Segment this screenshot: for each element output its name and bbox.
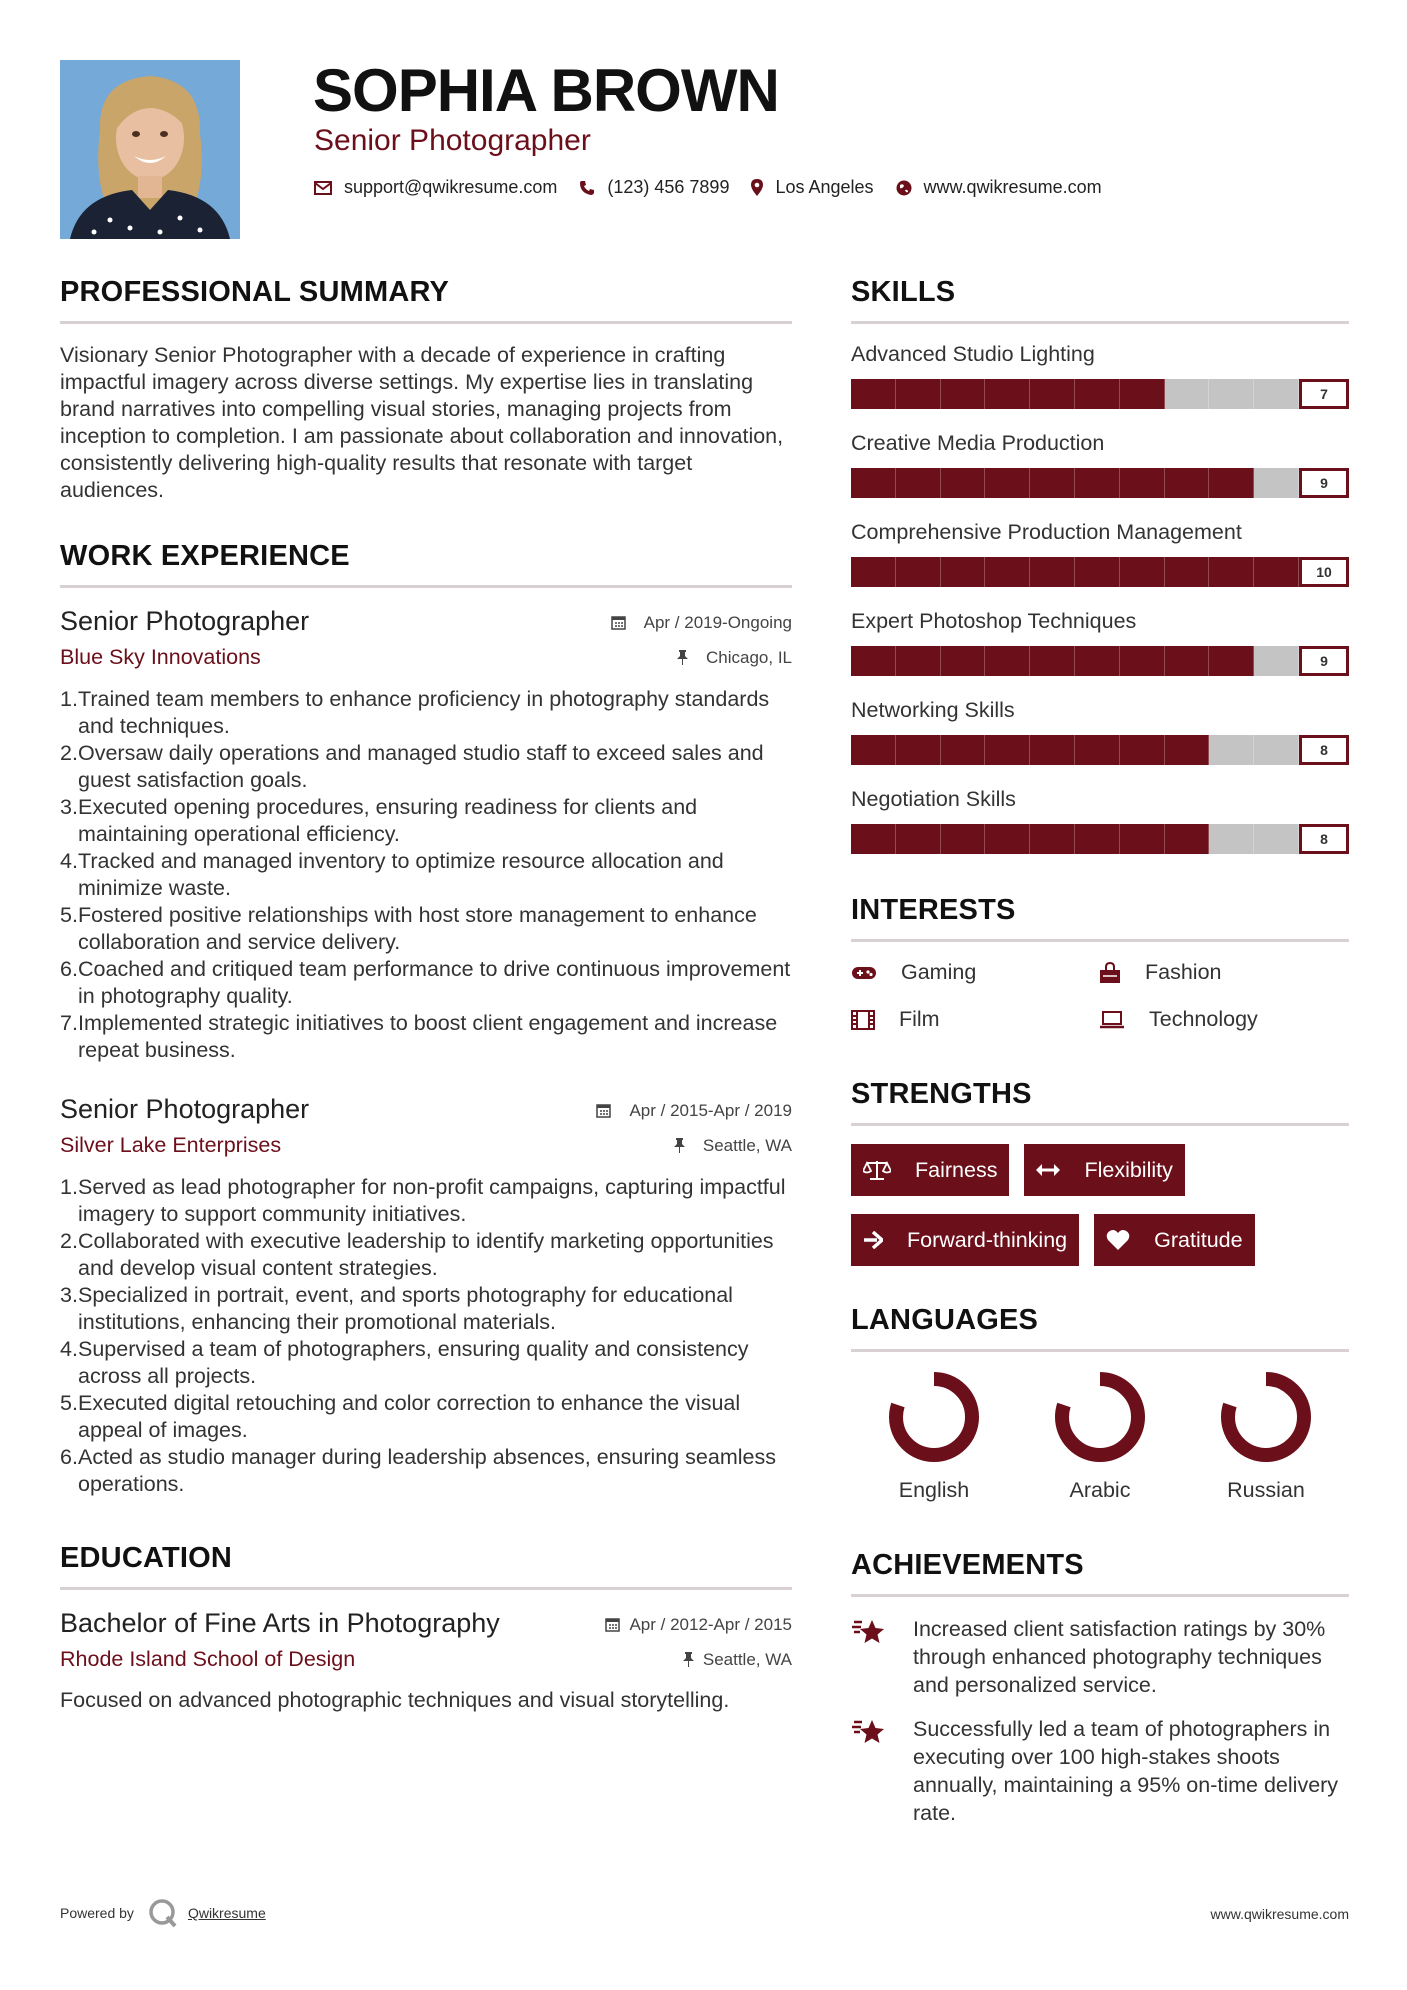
job-location bbox=[674, 1136, 792, 1156]
pin-icon bbox=[677, 650, 697, 665]
skill-bar bbox=[851, 557, 1349, 587]
skill-segment bbox=[941, 379, 986, 409]
skill-segment bbox=[896, 557, 941, 587]
skill-segment bbox=[941, 646, 986, 676]
job-date-text: Apr / 2019-Ongoing bbox=[643, 612, 792, 632]
skill-segment bbox=[941, 468, 986, 498]
footer-powered-by bbox=[60, 1898, 266, 1928]
language-item bbox=[1017, 1370, 1183, 1503]
achievement-item bbox=[851, 1615, 1349, 1699]
skill-segment bbox=[1030, 824, 1075, 854]
skill-score: 10 bbox=[1299, 557, 1349, 587]
skill-segment bbox=[1120, 557, 1165, 587]
strengths-heading: STRENGTHS bbox=[851, 1078, 1349, 1126]
interest-item bbox=[1099, 960, 1349, 985]
experience-heading: WORK EXPERIENCE bbox=[60, 540, 792, 588]
calendar-icon bbox=[596, 1103, 620, 1118]
skill-segment bbox=[851, 735, 896, 765]
skill-item bbox=[851, 609, 1349, 676]
envelope-icon bbox=[314, 181, 332, 195]
skill-name: Creative Media Production bbox=[851, 431, 1105, 455]
achievement-text: Increased client satisfaction ratings by 30% through enhanced photography techniques and personalized service. bbox=[913, 1617, 1326, 1697]
candidate-title: Senior Photographer bbox=[314, 124, 591, 157]
skill-score: 8 bbox=[1299, 735, 1349, 765]
laptop-icon bbox=[1099, 1011, 1137, 1029]
skill-segment bbox=[985, 646, 1030, 676]
bullet-text: Trained team members to enhance proficiency in photography standards and techniques. bbox=[78, 687, 770, 738]
skill-track bbox=[851, 557, 1299, 587]
skill-segment bbox=[1165, 557, 1210, 587]
skill-segment bbox=[1120, 646, 1165, 676]
skill-segment bbox=[1209, 557, 1254, 587]
skill-segment bbox=[896, 379, 941, 409]
strength-label: Fairness bbox=[915, 1157, 998, 1182]
job-bullet bbox=[60, 1010, 792, 1064]
skill-segment bbox=[1030, 557, 1075, 587]
skill-segment bbox=[1075, 379, 1120, 409]
skill-score: 7 bbox=[1299, 379, 1349, 409]
interest-label: Fashion bbox=[1145, 960, 1222, 984]
bullet-text: Executed digital retouching and color correction to enhance the visual appeal of images. bbox=[78, 1391, 741, 1442]
job-bullet bbox=[60, 1282, 792, 1336]
contact-bar bbox=[314, 177, 1124, 198]
skill-segment bbox=[851, 646, 896, 676]
skill-segment bbox=[985, 379, 1030, 409]
profile-photo bbox=[60, 60, 240, 239]
skill-segment bbox=[896, 824, 941, 854]
language-ring bbox=[1053, 1370, 1147, 1464]
skill-item bbox=[851, 431, 1349, 498]
language-list bbox=[851, 1370, 1349, 1503]
contact-website[interactable] bbox=[896, 177, 1102, 198]
bullet-text: Specialized in portrait, event, and sports photography for educational institutions, enhancing their promotional materials. bbox=[78, 1283, 733, 1334]
languages-heading: LANGUAGES bbox=[851, 1304, 1349, 1352]
strength-list bbox=[851, 1144, 1349, 1266]
bullet-number: 6. bbox=[60, 957, 78, 981]
skill-bar bbox=[851, 468, 1349, 498]
skill-segment bbox=[1120, 379, 1165, 409]
bullet-text: Oversaw daily operations and managed studio staff to exceed sales and guest satisfaction goals. bbox=[78, 741, 764, 792]
strength-badge bbox=[1024, 1144, 1184, 1196]
skill-segment bbox=[1030, 379, 1075, 409]
skill-segment bbox=[1075, 646, 1120, 676]
bullet-number: 3. bbox=[60, 1283, 78, 1307]
skill-segment bbox=[851, 379, 896, 409]
strength-label: Forward-thinking bbox=[907, 1227, 1068, 1252]
gamepad-icon bbox=[851, 965, 889, 981]
job-date-text: Apr / 2015-Apr / 2019 bbox=[629, 1100, 792, 1120]
skill-segment bbox=[1120, 824, 1165, 854]
skill-name: Negotiation Skills bbox=[851, 787, 1016, 811]
footer-website[interactable]: www.qwikresume.com bbox=[1210, 1906, 1349, 1922]
skill-segment bbox=[941, 735, 986, 765]
language-label: English bbox=[898, 1478, 970, 1502]
strength-label: Gratitude bbox=[1154, 1227, 1243, 1252]
job-location-text: Chicago, IL bbox=[706, 647, 792, 667]
job-title: Senior Photographer bbox=[60, 1094, 310, 1124]
skills-heading: SKILLS bbox=[851, 276, 1349, 324]
skill-segment bbox=[896, 646, 941, 676]
left-column bbox=[60, 276, 792, 1743]
globe-icon bbox=[896, 180, 912, 196]
heart-icon bbox=[1106, 1229, 1142, 1251]
skill-segment bbox=[851, 557, 896, 587]
calendar-icon bbox=[611, 615, 635, 630]
skill-bar bbox=[851, 379, 1349, 409]
education-description: Focused on advanced photographic techniques and visual storytelling. bbox=[60, 1688, 730, 1712]
skill-segment bbox=[896, 735, 941, 765]
job-title: Senior Photographer bbox=[60, 606, 310, 636]
skill-segment bbox=[941, 557, 986, 587]
skill-segment bbox=[1075, 735, 1120, 765]
language-label: Arabic bbox=[1069, 1478, 1131, 1502]
contact-location bbox=[751, 177, 873, 198]
summary-text: Visionary Senior Photographer with a decade of experience in crafting impactful imagery across diverse settings. My expertise lies in translating brand narratives into compelling visual stories, managing projects from inception to completion. I am passionate about collaboration and innovation, consistently delivering high-quality results that resonate with target audiences. bbox=[60, 343, 784, 502]
skill-score: 9 bbox=[1299, 468, 1349, 498]
interests-heading: INTERESTS bbox=[851, 894, 1349, 942]
bullet-text: Collaborated with executive leadership to identify marketing opportunities and develop visual content strategies. bbox=[78, 1229, 774, 1280]
bullet-number: 1. bbox=[60, 687, 78, 711]
skill-segment bbox=[1165, 468, 1210, 498]
bullet-text: Served as lead photographer for non-profit campaigns, capturing impactful imagery to support community initiatives. bbox=[78, 1175, 786, 1226]
achievements-heading: ACHIEVEMENTS bbox=[851, 1549, 1349, 1597]
website-text: www.qwikresume.com bbox=[923, 177, 1102, 197]
job-bullet bbox=[60, 1336, 792, 1390]
skill-segment bbox=[985, 557, 1030, 587]
bullet-text: Coached and critiqued team performance to drive continuous improvement in photography quality. bbox=[78, 957, 791, 1008]
education-date-text: Apr / 2012-Apr / 2015 bbox=[629, 1614, 792, 1634]
bullet-number: 3. bbox=[60, 795, 78, 819]
interest-item bbox=[1099, 1007, 1349, 1032]
language-ring bbox=[1219, 1370, 1313, 1464]
skill-item bbox=[851, 520, 1349, 587]
bullet-number: 2. bbox=[60, 1229, 78, 1253]
skill-segment bbox=[1254, 824, 1299, 854]
strength-badge bbox=[851, 1144, 1009, 1196]
skill-segment bbox=[1254, 557, 1299, 587]
company-name: Blue Sky Innovations bbox=[60, 645, 261, 669]
skill-track bbox=[851, 468, 1299, 498]
language-label: Russian bbox=[1227, 1478, 1305, 1502]
skill-segment bbox=[1209, 824, 1254, 854]
contact-email[interactable] bbox=[314, 177, 557, 198]
skill-segment bbox=[985, 824, 1030, 854]
skill-segment bbox=[851, 468, 896, 498]
bullet-number: 5. bbox=[60, 903, 78, 927]
job-bullet bbox=[60, 686, 792, 740]
job-bullet bbox=[60, 1444, 792, 1498]
bullet-number: 4. bbox=[60, 849, 78, 873]
education-entry bbox=[60, 1608, 792, 1713]
skill-track bbox=[851, 735, 1299, 765]
bullet-number: 7. bbox=[60, 1011, 78, 1035]
balance-scale-icon bbox=[863, 1159, 903, 1181]
skill-segment bbox=[1075, 557, 1120, 587]
pin-icon bbox=[683, 1652, 694, 1667]
interest-list bbox=[851, 960, 1349, 1032]
interest-label: Gaming bbox=[901, 960, 977, 984]
skill-segment bbox=[985, 468, 1030, 498]
skill-name: Networking Skills bbox=[851, 698, 1015, 722]
language-item bbox=[1183, 1370, 1349, 1503]
skill-track bbox=[851, 824, 1299, 854]
skill-bar bbox=[851, 646, 1349, 676]
job-bullets bbox=[60, 1174, 792, 1498]
job-bullet bbox=[60, 956, 792, 1010]
skill-segment bbox=[851, 824, 896, 854]
skill-segment bbox=[1165, 824, 1210, 854]
pin-icon bbox=[674, 1138, 694, 1153]
skill-segment bbox=[1165, 735, 1210, 765]
skill-name: Comprehensive Production Management bbox=[851, 520, 1242, 544]
skill-item bbox=[851, 787, 1349, 854]
skill-segment bbox=[985, 735, 1030, 765]
powered-by-text: Powered by bbox=[60, 1905, 134, 1921]
trophy-star-icon bbox=[851, 1615, 899, 1699]
skill-segment bbox=[1209, 379, 1254, 409]
bullet-number: 2. bbox=[60, 741, 78, 765]
job-entry bbox=[60, 1094, 792, 1498]
arrows-horizontal-icon bbox=[1036, 1163, 1072, 1177]
achievement-text: Successfully led a team of photographers in executing over 100 high-stakes shoots annually, maintaining a 95% on-time delivery rate. bbox=[913, 1717, 1339, 1825]
skill-track bbox=[851, 646, 1299, 676]
skill-segment bbox=[1165, 646, 1210, 676]
bullet-text: Fostered positive relationships with host store management to enhance collaboration and service delivery. bbox=[78, 903, 757, 954]
interest-item bbox=[851, 1007, 1099, 1032]
language-item bbox=[851, 1370, 1017, 1503]
job-bullets bbox=[60, 686, 792, 1064]
skill-item bbox=[851, 342, 1349, 409]
skill-segment bbox=[941, 824, 986, 854]
job-bullet bbox=[60, 1390, 792, 1444]
job-list bbox=[60, 606, 792, 1498]
skill-segment bbox=[1030, 646, 1075, 676]
skill-segment bbox=[1209, 646, 1254, 676]
shopping-bag-icon bbox=[1099, 962, 1133, 984]
strength-badge bbox=[851, 1214, 1079, 1266]
bullet-number: 4. bbox=[60, 1337, 78, 1361]
strength-label: Flexibility bbox=[1084, 1157, 1173, 1182]
job-bullet bbox=[60, 794, 792, 848]
contact-phone[interactable] bbox=[579, 177, 729, 198]
job-bullet bbox=[60, 1228, 792, 1282]
bullet-text: Tracked and managed inventory to optimize resource allocation and minimize waste. bbox=[78, 849, 724, 900]
phone-text: (123) 456 7899 bbox=[607, 177, 730, 197]
skill-score: 9 bbox=[1299, 646, 1349, 676]
language-ring bbox=[887, 1370, 981, 1464]
arrow-right-icon bbox=[863, 1231, 895, 1249]
phone-icon bbox=[579, 180, 595, 196]
job-date bbox=[596, 1101, 792, 1121]
skill-segment bbox=[1254, 735, 1299, 765]
right-column bbox=[851, 276, 1349, 1843]
map-marker-icon bbox=[751, 179, 763, 196]
skill-track bbox=[851, 379, 1299, 409]
calendar-icon bbox=[605, 1617, 620, 1632]
education-date bbox=[605, 1615, 792, 1635]
education-heading: EDUCATION bbox=[60, 1542, 792, 1590]
interest-label: Technology bbox=[1149, 1007, 1258, 1031]
location-text: Los Angeles bbox=[775, 177, 874, 197]
company-name: Silver Lake Enterprises bbox=[60, 1133, 282, 1157]
bullet-number: 6. bbox=[60, 1445, 78, 1469]
skill-segment bbox=[1254, 646, 1299, 676]
job-location bbox=[677, 648, 792, 668]
skill-segment bbox=[1254, 379, 1299, 409]
skill-segment bbox=[896, 468, 941, 498]
skill-segment bbox=[1030, 735, 1075, 765]
job-bullet bbox=[60, 740, 792, 794]
strength-badge bbox=[1094, 1214, 1254, 1266]
skill-segment bbox=[1120, 468, 1165, 498]
skill-segment bbox=[1254, 468, 1299, 498]
skill-bar bbox=[851, 824, 1349, 854]
education-location-text: Seattle, WA bbox=[702, 1649, 792, 1669]
skill-segment bbox=[1075, 824, 1120, 854]
education-location bbox=[683, 1650, 792, 1670]
bullet-text: Acted as studio manager during leadership absences, ensuring seamless operations. bbox=[78, 1445, 776, 1496]
candidate-name: SOPHIA BROWN bbox=[313, 57, 779, 124]
job-bullet bbox=[60, 902, 792, 956]
skill-segment bbox=[1209, 468, 1254, 498]
achievement-item bbox=[851, 1715, 1349, 1827]
skill-bar bbox=[851, 735, 1349, 765]
job-bullet bbox=[60, 848, 792, 902]
skill-list bbox=[851, 342, 1349, 854]
summary-heading: PROFESSIONAL SUMMARY bbox=[60, 276, 792, 324]
skill-name: Advanced Studio Lighting bbox=[851, 342, 1095, 366]
bullet-text: Implemented strategic initiatives to boost client engagement and increase repeat business. bbox=[78, 1011, 778, 1062]
achievement-list bbox=[851, 1615, 1349, 1827]
job-bullet bbox=[60, 1174, 792, 1228]
job-date bbox=[611, 613, 792, 633]
skill-item bbox=[851, 698, 1349, 765]
skill-segment bbox=[1030, 468, 1075, 498]
skill-name: Expert Photoshop Techniques bbox=[851, 609, 1137, 633]
qwikresume-logo-icon bbox=[148, 1898, 178, 1928]
job-location-text: Seattle, WA bbox=[702, 1135, 792, 1155]
degree-title: Bachelor of Fine Arts in Photography bbox=[60, 1608, 500, 1638]
skill-segment bbox=[1209, 735, 1254, 765]
skill-segment bbox=[1165, 379, 1210, 409]
skill-score: 8 bbox=[1299, 824, 1349, 854]
interest-item bbox=[851, 960, 1099, 985]
bullet-text: Supervised a team of photographers, ensuring quality and consistency across all projects. bbox=[78, 1337, 749, 1388]
skill-segment bbox=[1120, 735, 1165, 765]
school-name: Rhode Island School of Design bbox=[60, 1647, 356, 1671]
skill-segment bbox=[1075, 468, 1120, 498]
job-entry bbox=[60, 606, 792, 1064]
bullet-number: 5. bbox=[60, 1391, 78, 1415]
trophy-star-icon bbox=[851, 1715, 899, 1827]
bullet-text: Executed opening procedures, ensuring readiness for clients and maintaining operational efficiency. bbox=[78, 795, 698, 846]
brand-link[interactable]: Qwikresume bbox=[187, 1905, 266, 1921]
film-icon bbox=[851, 1010, 887, 1030]
email-text: support@qwikresume.com bbox=[344, 177, 558, 197]
interest-label: Film bbox=[899, 1007, 940, 1031]
bullet-number: 1. bbox=[60, 1175, 78, 1199]
